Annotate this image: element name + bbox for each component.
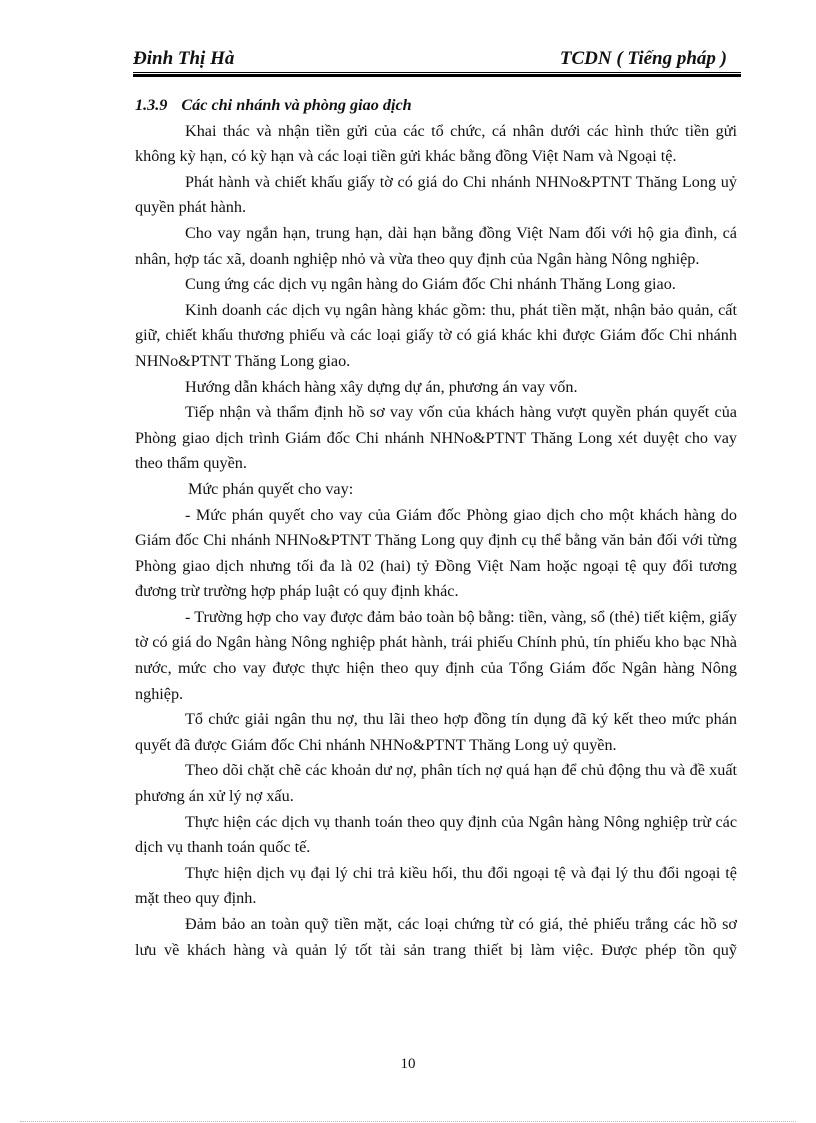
header-course: TCDN ( Tiếng pháp ) bbox=[559, 48, 727, 69]
paragraph-lending-limit-1: - Mức phán quyết cho vay của Giám đốc Phòng giao dịch cho một khách hàng do Giám đốc Chi nhánh NHNo&PTNT Thăng Long quy định cụ thể bằng văn bản đối với từng Phòng giao dịch nhưng tối đa là 02 (hai) tỷ Đồng Việt Nam hoặc ngoại tệ quy đổi tương đương trừ trường hợp pháp luật có quy định khác. bbox=[135, 505, 737, 601]
paragraph-guidance: Hướng dẫn khách hàng xây dựng dự án, phương án vay vốn. bbox=[185, 377, 578, 396]
section-number: 1.3.9 bbox=[135, 96, 168, 114]
paragraph-debt-monitoring: Theo dõi chặt chẽ các khoản dư nợ, phân tích nợ quá hạn để chủ động thu và đề xuất phương án xử lý nợ xấu. bbox=[135, 761, 737, 806]
paragraph-remittance: Thực hiện dịch vụ đại lý chi trả kiều hối, thu đổi ngoại tệ và đại lý thu đổi ngoại tệ mặt theo quy định. bbox=[135, 863, 737, 908]
page-bottom-border bbox=[20, 1121, 796, 1122]
paragraph-appraisal: Tiếp nhận và thẩm định hồ sơ vay vốn của khách hàng vượt quyền phán quyết của Phòng giao dịch trình Giám đốc Chi nhánh NHNo&PTNT Thăng Long xét duyệt cho vay theo thẩm quyền. bbox=[135, 403, 737, 473]
paragraph-payment-services: Thực hiện các dịch vụ thanh toán theo quy định của Ngân hàng Nông nghiệp trừ các dịch vụ thanh toán quốc tế. bbox=[135, 812, 737, 857]
header-rule-thick bbox=[133, 74, 741, 77]
section-title: Các chi nhánh và phòng giao dịch bbox=[181, 96, 412, 114]
paragraph-cash-safety: Đảm bảo an toàn quỹ tiền mặt, các loại chứng từ có giá, thẻ phiếu trắng các hồ sơ lưu về khách hàng và quản lý tốt tài sản trang thiết bị làm việc. Được phép tồn quỹ bbox=[135, 915, 737, 959]
paragraph-lending-limit-2: - Trường hợp cho vay được đảm bảo toàn bộ bằng: tiền, vàng, sổ (thẻ) tiết kiệm, giấy tờ có giá do Ngân hàng Nông nghiệp phát hành, trái phiếu Chính phủ, tín phiếu kho bạc Nhà nước, mức cho vay được thực hiện theo quy định của Tổng Giám đốc Ngân hàng Nông nghiệp. bbox=[135, 607, 737, 703]
page-body bbox=[135, 93, 737, 963]
section-heading bbox=[135, 93, 737, 119]
page-header bbox=[133, 48, 741, 72]
paragraph-deposits: Khai thác và nhận tiền gửi của các tổ chức, cá nhân dưới các hình thức tiền gửi không kỳ hạn, có kỳ hạn và các loại tiền gửi khác bằng đồng Việt Nam và Ngoại tệ. bbox=[135, 121, 737, 166]
paragraph-lending-limit-heading: Mức phán quyết cho vay: bbox=[188, 479, 354, 498]
header-rule-thin bbox=[133, 72, 741, 73]
paragraph-disbursement: Tổ chức giải ngân thu nợ, thu lãi theo hợp đồng tín dụng đã ký kết theo mức phán quyết đã được Giám đốc Chi nhánh NHNo&PTNT Thăng Long uỷ quyền. bbox=[135, 710, 737, 754]
paragraph-lending: Cho vay ngắn hạn, trung hạn, dài hạn bằng đồng Việt Nam đối với hộ gia đình, cá nhân, hợp tác xã, doanh nghiệp nhỏ và vừa theo quy định của Ngân hàng Nông nghiệp. bbox=[135, 223, 737, 268]
paragraph-other-services: Kinh doanh các dịch vụ ngân hàng khác gồm: thu, phát tiền mặt, nhận bảo quản, cất giữ, chiết khấu thương phiếu và các loại giấy tờ có giá khác khi được Giám đốc Chi nhánh NHNo&PTNT Thăng Long giao. bbox=[135, 300, 737, 370]
paragraph-banking-services: Cung ứng các dịch vụ ngân hàng do Giám đốc Chi nhánh Thăng Long giao. bbox=[185, 275, 676, 294]
header-author: Đinh Thị Hà bbox=[133, 48, 235, 69]
paragraph-issuance: Phát hành và chiết khấu giấy tờ có giá do Chi nhánh NHNo&PTNT Thăng Long uỷ quyền phát hành. bbox=[135, 172, 737, 217]
page-number: 10 bbox=[400, 1056, 416, 1072]
